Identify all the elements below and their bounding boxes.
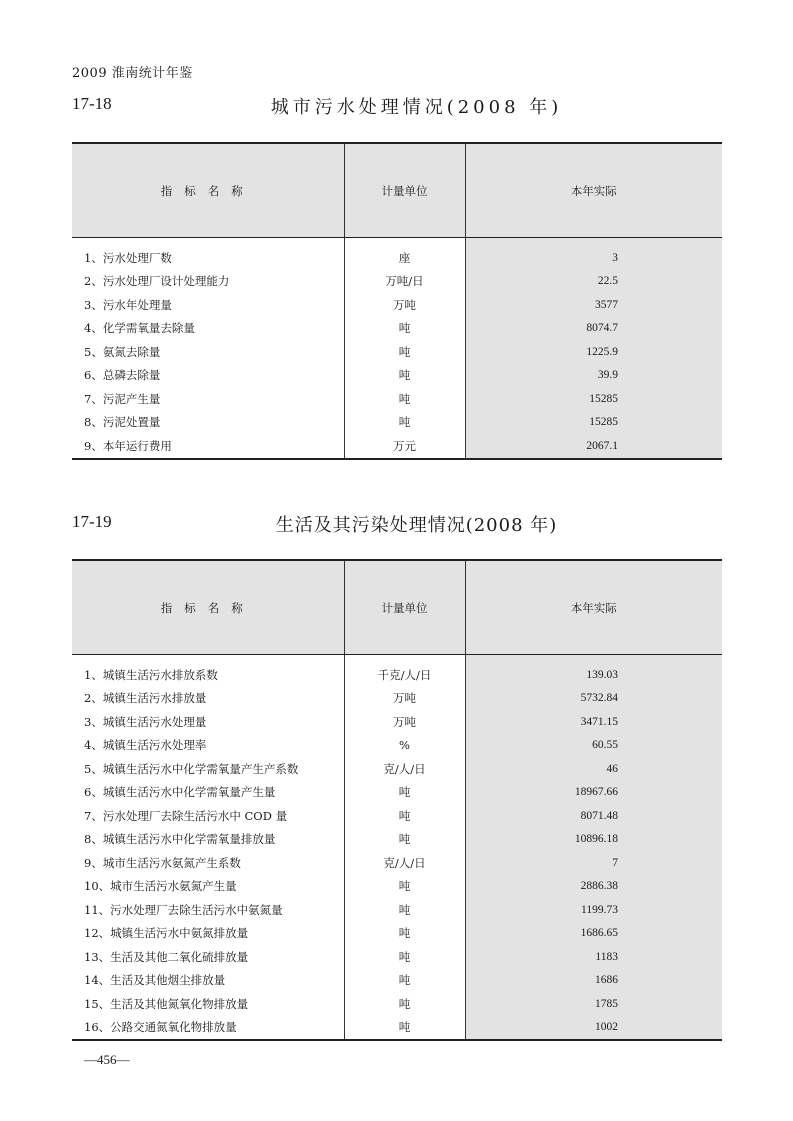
table-header-row bbox=[72, 143, 722, 238]
indicator-cell: 16、公路交通氮氧化物排放量 bbox=[72, 1016, 344, 1041]
indicator-cell: 14、生活及其他烟尘排放量 bbox=[72, 969, 344, 993]
value-cell: 15285 bbox=[465, 387, 722, 411]
data-table bbox=[72, 142, 722, 460]
table-row bbox=[72, 434, 722, 459]
table-row bbox=[72, 898, 722, 922]
table-title: 生活及其污染处理情况(2008 年) bbox=[275, 515, 558, 536]
indicator-cell: 10、城市生活污水氨氮产生量 bbox=[72, 875, 344, 899]
column-header-value: 本年实际 bbox=[465, 560, 722, 655]
value-cell: 39.9 bbox=[465, 364, 722, 388]
table-row bbox=[72, 387, 722, 411]
unit-cell: 克/人/日 bbox=[344, 757, 465, 781]
unit-cell: 吨 bbox=[344, 340, 465, 364]
indicator-cell: 2、城镇生活污水排放量 bbox=[72, 687, 344, 711]
table-header-row bbox=[72, 560, 722, 655]
indicator-cell: 5、氨氮去除量 bbox=[72, 340, 344, 364]
value-cell: 7 bbox=[465, 851, 722, 875]
unit-cell: 吨 bbox=[344, 828, 465, 852]
indicator-cell: 3、城镇生活污水处理量 bbox=[72, 710, 344, 734]
table-body bbox=[72, 238, 722, 459]
value-cell: 3 bbox=[465, 246, 722, 270]
column-header-unit: 计量单位 bbox=[344, 143, 465, 238]
unit-cell: 吨 bbox=[344, 411, 465, 435]
spacer-cell bbox=[465, 238, 722, 247]
unit-cell: 吨 bbox=[344, 387, 465, 411]
table-row bbox=[72, 687, 722, 711]
table-row bbox=[72, 340, 722, 364]
table-row bbox=[72, 945, 722, 969]
column-header-value: 本年实际 bbox=[465, 143, 722, 238]
spacer-cell bbox=[344, 238, 465, 247]
value-cell: 18967.66 bbox=[465, 781, 722, 805]
table-row bbox=[72, 663, 722, 687]
value-cell: 2886.38 bbox=[465, 875, 722, 899]
unit-cell: 吨 bbox=[344, 969, 465, 993]
table-row bbox=[72, 922, 722, 946]
indicator-cell: 8、污泥处置量 bbox=[72, 411, 344, 435]
value-cell: 5732.84 bbox=[465, 687, 722, 711]
value-cell: 8074.7 bbox=[465, 317, 722, 341]
table-row bbox=[72, 293, 722, 317]
unit-cell: 千克/人/日 bbox=[344, 663, 465, 687]
table-body bbox=[72, 655, 722, 1041]
unit-cell: 吨 bbox=[344, 781, 465, 805]
unit-cell: 座 bbox=[344, 246, 465, 270]
value-cell: 3577 bbox=[465, 293, 722, 317]
unit-cell: 吨 bbox=[344, 898, 465, 922]
table-row bbox=[72, 364, 722, 388]
spacer-cell bbox=[465, 655, 722, 664]
indicator-cell: 11、污水处理厂去除生活污水中氨氮量 bbox=[72, 898, 344, 922]
value-cell: 1225.9 bbox=[465, 340, 722, 364]
unit-cell: % bbox=[344, 734, 465, 758]
indicator-cell: 4、化学需氧量去除量 bbox=[72, 317, 344, 341]
unit-cell: 万吨 bbox=[344, 710, 465, 734]
value-cell: 1002 bbox=[465, 1016, 722, 1041]
value-cell: 46 bbox=[465, 757, 722, 781]
book-header: 2009 淮南统计年鉴 bbox=[72, 66, 193, 81]
value-cell: 60.55 bbox=[465, 734, 722, 758]
value-cell: 15285 bbox=[465, 411, 722, 435]
value-cell: 22.5 bbox=[465, 270, 722, 294]
value-cell: 1686 bbox=[465, 969, 722, 993]
indicator-cell: 12、城镇生活污水中氨氮排放量 bbox=[72, 922, 344, 946]
value-cell: 3471.15 bbox=[465, 710, 722, 734]
spacer-cell bbox=[344, 655, 465, 664]
table-spacer-row bbox=[72, 238, 722, 247]
table-row bbox=[72, 270, 722, 294]
indicator-cell: 2、污水处理厂设计处理能力 bbox=[72, 270, 344, 294]
table-row bbox=[72, 781, 722, 805]
indicator-cell: 9、城市生活污水氨氮产生系数 bbox=[72, 851, 344, 875]
unit-cell: 克/人/日 bbox=[344, 851, 465, 875]
page-number: —456— bbox=[84, 1052, 130, 1067]
indicator-cell: 13、生活及其他二氧化硫排放量 bbox=[72, 945, 344, 969]
indicator-cell: 8、城镇生活污水中化学需氧量排放量 bbox=[72, 828, 344, 852]
indicator-cell: 1、城镇生活污水排放系数 bbox=[72, 663, 344, 687]
table-row bbox=[72, 804, 722, 828]
unit-cell: 吨 bbox=[344, 875, 465, 899]
column-header-indicator: 指标名称 bbox=[72, 143, 344, 238]
value-cell: 139.03 bbox=[465, 663, 722, 687]
value-cell: 8071.48 bbox=[465, 804, 722, 828]
spacer-cell bbox=[72, 238, 344, 247]
value-cell: 1686.65 bbox=[465, 922, 722, 946]
indicator-cell: 3、污水年处理量 bbox=[72, 293, 344, 317]
table-spacer-row bbox=[72, 655, 722, 664]
unit-cell: 吨 bbox=[344, 992, 465, 1016]
value-cell: 1183 bbox=[465, 945, 722, 969]
indicator-cell: 1、污水处理厂数 bbox=[72, 246, 344, 270]
table-row bbox=[72, 246, 722, 270]
value-cell: 2067.1 bbox=[465, 434, 722, 459]
indicator-cell: 9、本年运行费用 bbox=[72, 434, 344, 459]
unit-cell: 万吨/日 bbox=[344, 270, 465, 294]
table-row bbox=[72, 317, 722, 341]
table-row bbox=[72, 734, 722, 758]
table-row bbox=[72, 992, 722, 1016]
unit-cell: 吨 bbox=[344, 364, 465, 388]
table-row bbox=[72, 1016, 722, 1041]
indicator-cell: 4、城镇生活污水处理率 bbox=[72, 734, 344, 758]
unit-cell: 吨 bbox=[344, 922, 465, 946]
unit-cell: 吨 bbox=[344, 1016, 465, 1041]
unit-cell: 万元 bbox=[344, 434, 465, 459]
indicator-cell: 6、总磷去除量 bbox=[72, 364, 344, 388]
indicator-cell: 5、城镇生活污水中化学需氧量产生产系数 bbox=[72, 757, 344, 781]
indicator-cell: 7、污泥产生量 bbox=[72, 387, 344, 411]
table-number: 17-19 bbox=[72, 512, 112, 531]
table-row bbox=[72, 411, 722, 435]
unit-cell: 万吨 bbox=[344, 687, 465, 711]
table-row bbox=[72, 969, 722, 993]
value-cell: 1785 bbox=[465, 992, 722, 1016]
table-row bbox=[72, 875, 722, 899]
spacer-cell bbox=[72, 655, 344, 664]
table-number: 17-18 bbox=[72, 94, 112, 113]
indicator-cell: 7、污水处理厂去除生活污水中 COD 量 bbox=[72, 804, 344, 828]
table-row bbox=[72, 757, 722, 781]
unit-cell: 吨 bbox=[344, 317, 465, 341]
column-header-unit: 计量单位 bbox=[344, 560, 465, 655]
indicator-cell: 15、生活及其他氮氧化物排放量 bbox=[72, 992, 344, 1016]
table-row bbox=[72, 710, 722, 734]
indicator-cell: 6、城镇生活污水中化学需氧量产生量 bbox=[72, 781, 344, 805]
table-row bbox=[72, 851, 722, 875]
unit-cell: 万吨 bbox=[344, 293, 465, 317]
unit-cell: 吨 bbox=[344, 945, 465, 969]
value-cell: 1199.73 bbox=[465, 898, 722, 922]
table-row bbox=[72, 828, 722, 852]
value-cell: 10896.18 bbox=[465, 828, 722, 852]
unit-cell: 吨 bbox=[344, 804, 465, 828]
column-header-indicator: 指标名称 bbox=[72, 560, 344, 655]
data-table bbox=[72, 559, 722, 1041]
table-title: 城市污水处理情况(2008 年) bbox=[270, 97, 563, 118]
